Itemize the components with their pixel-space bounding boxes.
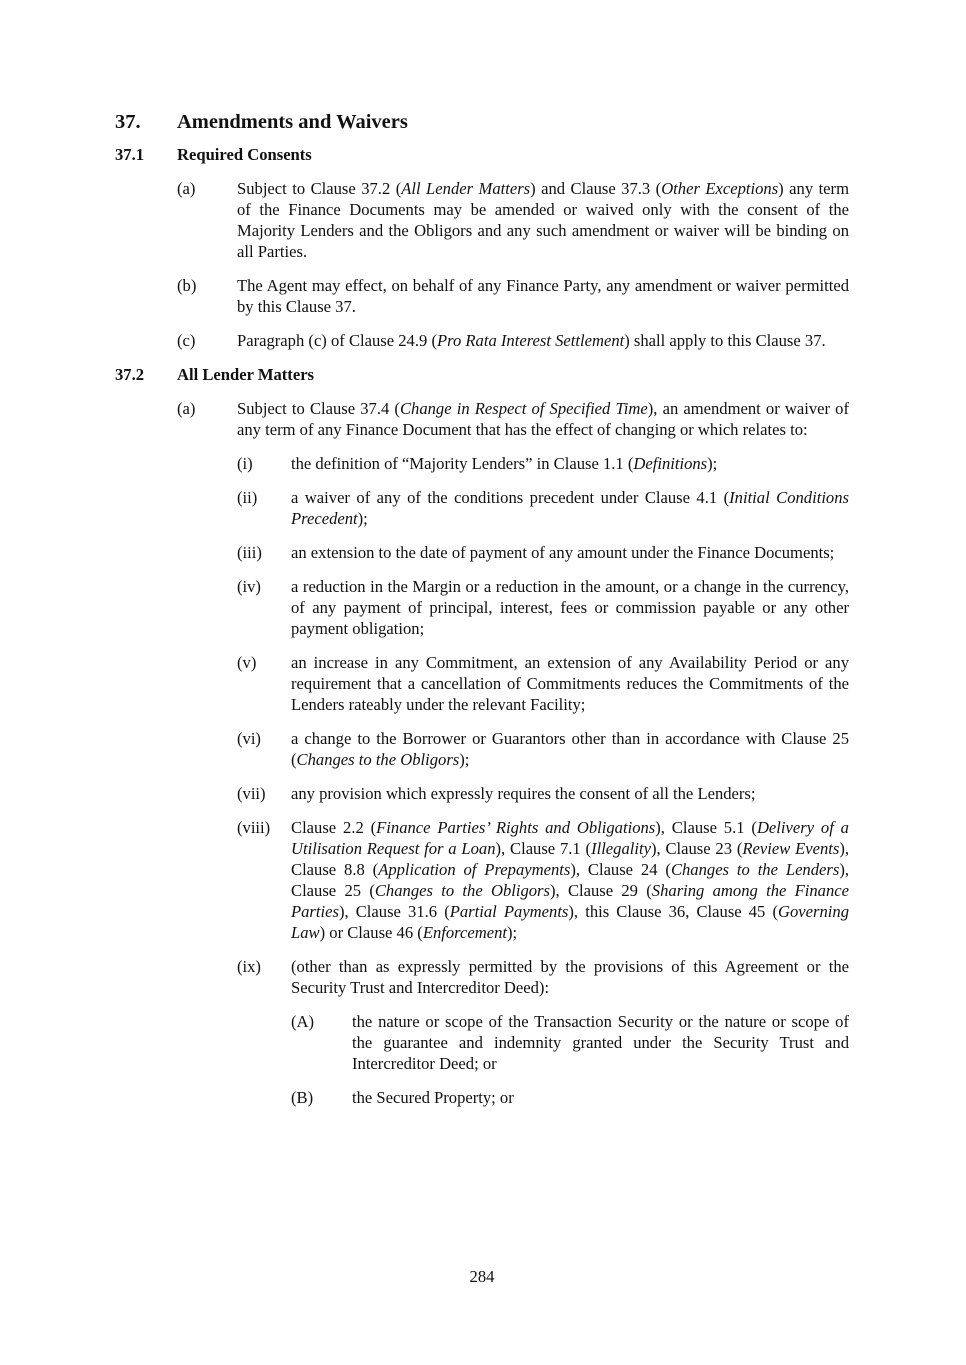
italic-clause-reference: Enforcement [422, 923, 507, 942]
list-item-marker: (i) [237, 454, 253, 473]
text-run: ); [459, 750, 470, 769]
text-run: ), this Clause 36, Clause 45 ( [568, 902, 779, 921]
list-item-marker: (B) [291, 1088, 314, 1107]
italic-clause-reference: Initial Conditions Precedent [291, 488, 849, 528]
list-item [237, 576, 849, 639]
list-item-text [291, 576, 849, 639]
subsection-heading [115, 364, 849, 385]
list-item [237, 783, 849, 804]
italic-clause-reference: Illegality [591, 839, 651, 858]
list-item [291, 1087, 849, 1108]
text-run: (other than as expressly permitted by the provisions of this Agreement or the Security Trust and Intercreditor Deed): [291, 957, 849, 997]
list-item-marker: (iii) [237, 543, 262, 562]
text-run: ) shall apply to this Clause 37. [624, 331, 826, 350]
text-run: The Agent may effect, on behalf of any Finance Party, any amendment or waiver permitted by this Clause 37. [237, 276, 849, 316]
list-item-text [291, 542, 849, 563]
italic-clause-reference: Review Events [742, 839, 840, 858]
list-item [237, 817, 849, 943]
list-item-marker: (A) [291, 1012, 315, 1031]
text-run: Clause 2.2 ( [291, 818, 377, 837]
text-run: ), Clause 8.8 ( [291, 839, 849, 879]
list-item [237, 487, 849, 529]
text-run: ), Clause 5.1 ( [655, 818, 757, 837]
list-item-marker: (ix) [237, 957, 261, 976]
text-run: ), Clause 24 ( [570, 860, 671, 879]
text-run: ), Clause 23 ( [650, 839, 743, 858]
section-heading [115, 109, 849, 135]
text-run: Subject to Clause 37.4 ( [237, 399, 400, 418]
text-run: ), Clause 31.6 ( [338, 902, 450, 921]
italic-clause-reference: Governing Law [291, 902, 849, 942]
document-body [115, 144, 849, 1108]
italic-clause-reference: Other Exceptions [661, 179, 779, 198]
section-number: 37. [115, 111, 141, 133]
text-run: Paragraph (c) of Clause 24.9 ( [237, 331, 437, 350]
section-title: Amendments and Waivers [177, 111, 408, 133]
list-item-marker: (b) [177, 276, 197, 295]
text-run: Subject to Clause 37.2 ( [237, 179, 402, 198]
italic-clause-reference: Changes to the Obligors [296, 750, 460, 769]
list-item [237, 956, 849, 998]
italic-clause-reference: Changes to the Lenders [670, 860, 840, 879]
italic-clause-reference: Delivery of a Utilisation Request for a Loan [291, 818, 849, 858]
text-run: ), Clause 29 ( [549, 881, 652, 900]
list-item [237, 728, 849, 770]
text-run: an extension to the date of payment of any amount under the Finance Documents; [291, 543, 835, 562]
page-footer [115, 1266, 849, 1287]
italic-clause-reference: All Lender Matters [401, 179, 531, 198]
subsection-title: Required Consents [177, 145, 312, 164]
list-item-text [237, 398, 849, 440]
text-run: the nature or scope of the Transaction Security or the nature or scope of the guarantee and indemnity granted under the Security Trust and Intercreditor Deed; or [352, 1012, 849, 1073]
list-item-text [237, 178, 849, 262]
list-item [291, 1011, 849, 1074]
page-number: 284 [469, 1267, 495, 1286]
subsection-number: 37.1 [115, 145, 145, 164]
list-item-marker: (vii) [237, 784, 266, 803]
list-item-marker: (iv) [237, 577, 261, 596]
list-item [177, 398, 849, 440]
text-run: an increase in any Commitment, an extension of any Availability Period or any requirement that a cancellation of Commitments reduces the Commitments of the Lenders rateably under the relevant Facility; [291, 653, 849, 714]
text-run: ); [707, 454, 718, 473]
list-item-marker: (a) [177, 179, 196, 198]
text-run: a reduction in the Margin or a reduction in the amount, or a change in the currency, of any payment of principal, interest, fees or commission payable or any other payment obligation; [291, 577, 849, 638]
list-item [177, 330, 849, 351]
list-item [237, 542, 849, 563]
text-run: ), Clause 25 ( [291, 860, 849, 900]
text-run: ) any term of the Finance Documents may be amended or waived only with the consent of the Majority Lenders and the Obligors and any such amendment or waiver will be binding on all Parties. [237, 179, 849, 261]
italic-clause-reference: Partial Payments [449, 902, 569, 921]
list-item-text [237, 330, 849, 351]
list-item-marker: (viii) [237, 818, 271, 837]
list-item [237, 652, 849, 715]
list-item-marker: (a) [177, 399, 196, 418]
list-item-text [291, 453, 849, 474]
list-item [177, 275, 849, 317]
list-item-marker: (v) [237, 653, 257, 672]
text-run: ), Clause 7.1 ( [495, 839, 592, 858]
italic-clause-reference: Pro Rata Interest Settlement [436, 331, 625, 350]
text-run: ), an amendment or waiver of any term of any Finance Document that has the effect of changing or which relates to: [237, 399, 849, 439]
subsection-heading [115, 144, 849, 165]
italic-clause-reference: Finance Parties’ Rights and Obligations [376, 818, 656, 837]
italic-clause-reference: Change in Respect of Specified Time [399, 399, 648, 418]
subsection-title: All Lender Matters [177, 365, 315, 384]
italic-clause-reference: Changes to the Obligors [374, 881, 550, 900]
list-item-text [291, 652, 849, 715]
text-run: ) or Clause 46 ( [319, 923, 423, 942]
list-item-text [237, 275, 849, 317]
subsection-number: 37.2 [115, 365, 145, 384]
list-item [237, 453, 849, 474]
list-item-text [352, 1011, 849, 1074]
text-run: a change to the Borrower or Guarantors other than in accordance with Clause 25 ( [291, 729, 849, 769]
list-item-text [291, 817, 849, 943]
text-run: ); [507, 923, 518, 942]
text-run: ); [357, 509, 368, 528]
text-run: the Secured Property; or [352, 1088, 514, 1107]
list-item-text [291, 956, 849, 998]
text-run: the definition of “Majority Lenders” in Clause 1.1 ( [291, 454, 634, 473]
text-run: a waiver of any of the conditions precedent under Clause 4.1 ( [291, 488, 730, 507]
list-item [177, 178, 849, 262]
list-item-text [291, 487, 849, 529]
list-item-marker: (vi) [237, 729, 261, 748]
italic-clause-reference: Application of Prepayments [378, 860, 571, 879]
text-run: ) and Clause 37.3 ( [530, 179, 662, 198]
list-item-text [291, 728, 849, 770]
list-item-marker: (c) [177, 331, 196, 350]
text-run: any provision which expressly requires the consent of all the Lenders; [291, 784, 756, 803]
italic-clause-reference: Sharing among the Finance Parties [291, 881, 850, 921]
list-item-text [352, 1087, 849, 1108]
list-item-text [291, 783, 849, 804]
italic-clause-reference: Definitions [633, 454, 708, 473]
list-item-marker: (ii) [237, 488, 258, 507]
